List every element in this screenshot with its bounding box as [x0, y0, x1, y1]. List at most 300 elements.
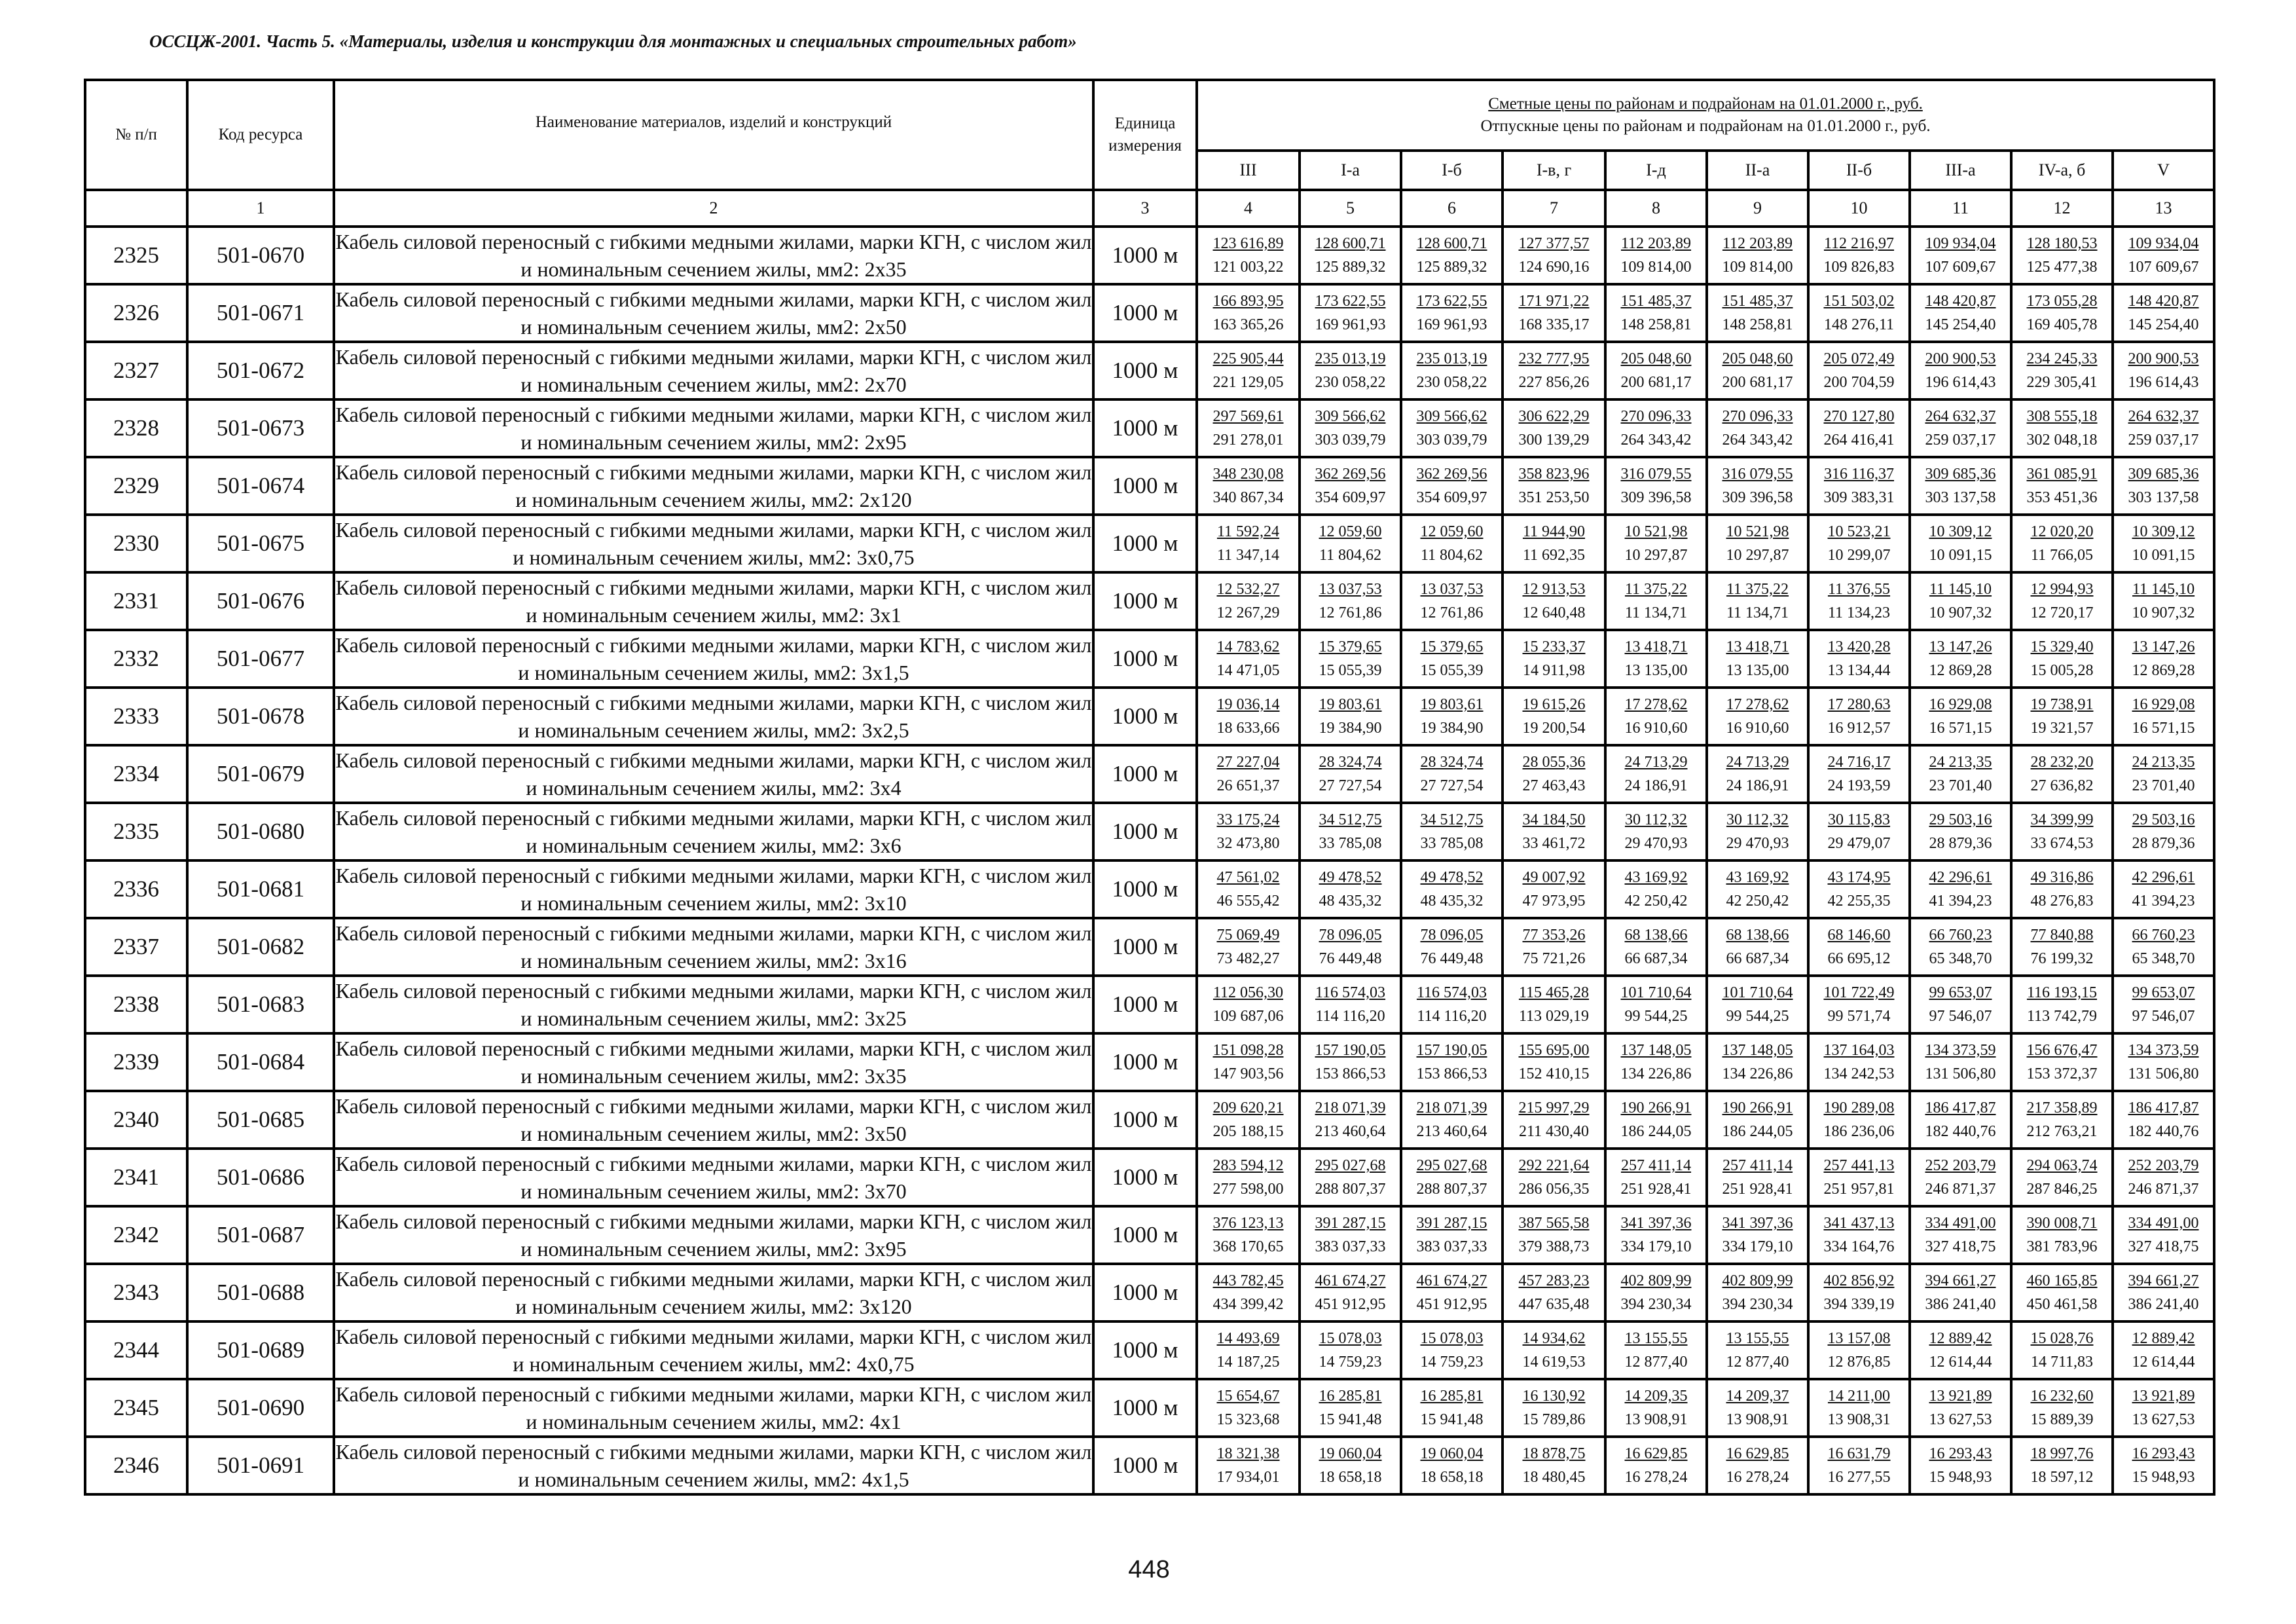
release-price: 12 869,28: [2132, 662, 2195, 679]
price-cell: [2113, 342, 2214, 399]
estimate-price: 308 555,18: [2026, 408, 2098, 425]
price-cell: [1910, 515, 2011, 572]
price-cell: [1503, 1379, 1605, 1437]
price-cell: [1808, 803, 1910, 860]
item-name: Кабель силовой переносный с гибкими медными жилами, марки КГН, с числом жил и номинальным сечением жилы, мм2: 3х50: [334, 1091, 1093, 1149]
release-price: 17 934,01: [1216, 1469, 1280, 1486]
release-price: 383 037,33: [1315, 1238, 1386, 1255]
release-price: 327 418,75: [1925, 1238, 1996, 1255]
estimate-price: 15 233,37: [1522, 638, 1586, 655]
estimate-price: 112 203,89: [1722, 235, 1793, 252]
price-cell: [1707, 1437, 1808, 1494]
estimate-price: 13 921,89: [1929, 1388, 1992, 1405]
estimate-price: 362 269,56: [1315, 466, 1386, 483]
price-cell: [1808, 284, 1910, 342]
price-cell: [1808, 399, 1910, 457]
price-cell: [1197, 399, 1300, 457]
estimate-price: 16 130,92: [1522, 1388, 1586, 1405]
estimate-price: 218 071,39: [1416, 1099, 1487, 1116]
estimate-price: 13 147,26: [1929, 638, 1992, 655]
price-cell: [1605, 1321, 1707, 1379]
estimate-price: 29 503,16: [1929, 811, 1992, 828]
price-cell: [2011, 572, 2113, 630]
item-name: Кабель силовой переносный с гибкими медными жилами, марки КГН, с числом жил и номинальным сечением жилы, мм2: 3х0,75: [334, 515, 1093, 572]
estimate-price: 15 078,03: [1420, 1330, 1484, 1347]
estimate-price: 394 661,27: [1925, 1272, 1996, 1289]
release-price: 246 871,37: [2128, 1181, 2199, 1198]
release-price: 334 164,76: [1823, 1238, 1895, 1255]
release-price: 16 910,60: [1726, 720, 1789, 737]
estimate-price: 270 096,33: [1722, 408, 1793, 425]
price-cell: [2011, 1379, 2113, 1437]
price-cell: [1808, 1149, 1910, 1206]
row-number: 2325: [85, 227, 187, 284]
price-cell: [1808, 1206, 1910, 1264]
price-cell: [2113, 688, 2214, 745]
estimate-price: 402 809,99: [1620, 1272, 1692, 1289]
price-cell: [1503, 976, 1605, 1033]
estimate-price: 13 155,55: [1726, 1330, 1789, 1347]
estimate-price: 10 521,98: [1726, 523, 1789, 540]
release-price: 109 814,00: [1722, 259, 1793, 276]
price-cell: [1401, 399, 1503, 457]
item-name: Кабель силовой переносный с гибкими медными жилами, марки КГН, с числом жил и номинальным сечением жилы, мм2: 3х6: [334, 803, 1093, 860]
price-cell: [2011, 399, 2113, 457]
estimate-price: 28 232,20: [2030, 754, 2094, 771]
release-price: 303 137,58: [2128, 489, 2199, 506]
release-price: 148 276,11: [1823, 316, 1895, 333]
price-cell: [1910, 860, 2011, 918]
estimate-price: 12 059,60: [1319, 523, 1382, 540]
estimate-price: 43 169,92: [1726, 869, 1789, 886]
estimate-price: 283 594,12: [1212, 1157, 1284, 1174]
estimate-price: 19 060,04: [1319, 1445, 1382, 1462]
release-price: 264 343,42: [1620, 432, 1692, 449]
estimate-price: 156 676,47: [2026, 1042, 2098, 1059]
price-cell: [1605, 515, 1707, 572]
estimate-price: 112 216,97: [1823, 235, 1895, 252]
release-price: 76 199,32: [2030, 950, 2094, 967]
estimate-price: 234 245,33: [2026, 350, 2098, 367]
release-price: 264 343,42: [1722, 432, 1793, 449]
resource-code: 501-0684: [187, 1033, 334, 1091]
price-cell: [1910, 918, 2011, 976]
price-cell: [1503, 1091, 1605, 1149]
price-cell: [2011, 918, 2113, 976]
price-cell: [1605, 1206, 1707, 1264]
price-cell: [1707, 688, 1808, 745]
release-price: 46 555,42: [1216, 893, 1280, 910]
price-cell: [1197, 1437, 1300, 1494]
price-cell: [1707, 630, 1808, 688]
price-cell: [2113, 1091, 2214, 1149]
release-price: 66 695,12: [1827, 950, 1891, 967]
release-price: 13 627,53: [2132, 1411, 2195, 1428]
estimate-price: 225 905,44: [1212, 350, 1284, 367]
estimate-price: 148 420,87: [2128, 293, 2199, 310]
release-price: 131 506,80: [2128, 1065, 2199, 1082]
price-cell: [1808, 860, 1910, 918]
price-cell: [1197, 1379, 1300, 1437]
price-cell: [1300, 630, 1401, 688]
price-cell: [1910, 803, 2011, 860]
release-price: 27 727,54: [1319, 777, 1382, 794]
column-number: 2: [334, 190, 1093, 227]
price-cell: [1401, 745, 1503, 803]
release-price: 48 276,83: [2030, 893, 2094, 910]
resource-code: 501-0675: [187, 515, 334, 572]
resource-code: 501-0689: [187, 1321, 334, 1379]
estimate-price: 151 098,28: [1212, 1042, 1284, 1059]
resource-code: 501-0677: [187, 630, 334, 688]
price-cell: [1401, 860, 1503, 918]
price-cell: [1401, 342, 1503, 399]
estimate-price: 264 632,37: [2128, 408, 2199, 425]
estimate-price: 16 285,81: [1319, 1388, 1382, 1405]
release-price: 264 416,41: [1823, 432, 1895, 449]
estimate-price: 173 622,55: [1315, 293, 1386, 310]
row-number: 2338: [85, 976, 187, 1033]
column-number: 10: [1808, 190, 1910, 227]
item-name: Кабель силовой переносный с гибкими медными жилами, марки КГН, с числом жил и номинальным сечением жилы, мм2: 4х1: [334, 1379, 1093, 1437]
estimate-price: 270 096,33: [1620, 408, 1692, 425]
estimate-price: 402 809,99: [1722, 1272, 1793, 1289]
price-cell: [1300, 399, 1401, 457]
item-name: Кабель силовой переносный с гибкими медными жилами, марки КГН, с числом жил и номинальным сечением жилы, мм2: 3х4: [334, 745, 1093, 803]
release-price: 12 761,86: [1319, 604, 1382, 621]
estimate-price: 12 889,42: [1929, 1330, 1992, 1347]
release-price: 109 826,83: [1823, 259, 1895, 276]
estimate-price: 127 377,57: [1518, 235, 1590, 252]
estimate-price: 209 620,21: [1212, 1099, 1284, 1116]
price-cell: [1707, 572, 1808, 630]
release-price: 10 091,15: [2132, 547, 2195, 564]
resource-code: 501-0682: [187, 918, 334, 976]
estimate-price: 257 411,14: [1722, 1157, 1793, 1174]
item-name: Кабель силовой переносный с гибкими медными жилами, марки КГН, с числом жил и номинальным сечением жилы, мм2: 3х95: [334, 1206, 1093, 1264]
release-price: 13 908,31: [1827, 1411, 1891, 1428]
price-cell: [1197, 1264, 1300, 1321]
price-cell: [1910, 1149, 2011, 1206]
estimate-price: 391 287,15: [1416, 1215, 1487, 1232]
price-cell: [1401, 918, 1503, 976]
price-cell: [1197, 284, 1300, 342]
release-price: 251 957,81: [1823, 1181, 1895, 1198]
price-cell: [1197, 342, 1300, 399]
row-number: 2345: [85, 1379, 187, 1437]
price-cell: [1808, 976, 1910, 1033]
price-cell: [1197, 803, 1300, 860]
price-cell: [1197, 1321, 1300, 1379]
price-cell: [1300, 1206, 1401, 1264]
estimate-price: 13 147,26: [2132, 638, 2195, 655]
estimate-price: 19 803,61: [1420, 696, 1484, 713]
release-price: 114 116,20: [1417, 1008, 1487, 1025]
price-cell: [1401, 1379, 1503, 1437]
estimate-price: 15 379,65: [1319, 638, 1382, 655]
release-price: 147 903,56: [1212, 1065, 1284, 1082]
estimate-price: 10 309,12: [1929, 523, 1992, 540]
price-cell: [2113, 745, 2214, 803]
header-name: Наименование материалов, изделий и конструкций: [334, 80, 1093, 190]
price-cell: [1197, 1033, 1300, 1091]
row-number: 2344: [85, 1321, 187, 1379]
estimate-price: 66 760,23: [2132, 927, 2195, 944]
estimate-price: 13 157,08: [1827, 1330, 1891, 1347]
release-price: 41 394,23: [1929, 893, 1992, 910]
column-number: 13: [2113, 190, 2214, 227]
release-price: 134 242,53: [1823, 1065, 1895, 1082]
price-cell: [1605, 688, 1707, 745]
estimate-price: 12 020,20: [2030, 523, 2094, 540]
estimate-price: 190 289,08: [1823, 1099, 1895, 1116]
estimate-price: 297 569,61: [1212, 408, 1284, 425]
row-number: 2339: [85, 1033, 187, 1091]
price-cell: [1910, 572, 2011, 630]
price-cell: [1300, 918, 1401, 976]
release-price: 32 473,80: [1216, 835, 1280, 852]
release-price: 153 866,53: [1416, 1065, 1487, 1082]
release-price: 12 267,29: [1216, 604, 1280, 621]
column-number-blank: [85, 190, 187, 227]
price-cell: [2011, 688, 2113, 745]
estimate-price: 43 169,92: [1624, 869, 1688, 886]
region-header: I-б: [1401, 151, 1503, 190]
price-cell: [1300, 457, 1401, 515]
release-price: 14 471,05: [1216, 662, 1280, 679]
estimate-price: 341 397,36: [1722, 1215, 1793, 1232]
price-cell: [1300, 1033, 1401, 1091]
release-price: 23 701,40: [1929, 777, 1992, 794]
unit: 1000 м: [1093, 342, 1197, 399]
estimate-price: 123 616,89: [1212, 235, 1284, 252]
price-cell: [1605, 803, 1707, 860]
price-cell: [1910, 342, 2011, 399]
estimate-price: 13 155,55: [1624, 1330, 1688, 1347]
estimate-price: 341 397,36: [1620, 1215, 1692, 1232]
item-name: Кабель силовой переносный с гибкими медными жилами, марки КГН, с числом жил и номинальным сечением жилы, мм2: 3х1: [334, 572, 1093, 630]
price-cell: [1707, 457, 1808, 515]
release-price: 12 640,48: [1522, 604, 1586, 621]
estimate-price: 112 056,30: [1212, 984, 1284, 1001]
estimate-price: 34 184,50: [1522, 811, 1586, 828]
table-row: [85, 1264, 2214, 1321]
release-price: 229 305,41: [2026, 374, 2098, 391]
release-price: 19 200,54: [1522, 720, 1586, 737]
price-cell: [1707, 515, 1808, 572]
price-cell: [1300, 1379, 1401, 1437]
estimate-price: 49 316,86: [2030, 869, 2094, 886]
release-price: 16 571,15: [2132, 720, 2195, 737]
estimate-price: 264 632,37: [1925, 408, 1996, 425]
release-price: 354 609,97: [1416, 489, 1487, 506]
row-number: 2337: [85, 918, 187, 976]
region-header: IV-а, б: [2011, 151, 2113, 190]
estimate-price: 24 213,35: [2132, 754, 2195, 771]
estimate-price: 12 059,60: [1420, 523, 1484, 540]
unit: 1000 м: [1093, 457, 1197, 515]
estimate-price: 34 512,75: [1420, 811, 1484, 828]
estimate-price: 134 373,59: [1925, 1042, 1996, 1059]
release-price: 368 170,65: [1212, 1238, 1284, 1255]
release-price: 18 480,45: [1522, 1469, 1586, 1486]
price-cell: [1707, 745, 1808, 803]
estimate-price: 15 654,67: [1216, 1388, 1280, 1405]
estimate-price: 16 929,08: [2132, 696, 2195, 713]
table-row: [85, 457, 2214, 515]
estimate-price: 402 856,92: [1823, 1272, 1895, 1289]
estimate-price: 16 629,85: [1624, 1445, 1688, 1462]
price-cell: [1300, 803, 1401, 860]
price-cell: [1197, 918, 1300, 976]
estimate-price: 43 174,95: [1827, 869, 1891, 886]
price-cell: [1197, 515, 1300, 572]
estimate-price: 14 211,00: [1827, 1388, 1891, 1405]
release-price: 381 783,96: [2026, 1238, 2098, 1255]
estimate-price: 16 631,79: [1827, 1445, 1891, 1462]
item-name: Кабель силовой переносный с гибкими медными жилами, марки КГН, с числом жил и номинальным сечением жилы, мм2: 4х0,75: [334, 1321, 1093, 1379]
release-price: 65 348,70: [2132, 950, 2195, 967]
price-cell: [2011, 976, 2113, 1033]
price-cell: [1605, 918, 1707, 976]
estimate-price: 12 532,27: [1216, 581, 1280, 598]
column-number: 3: [1093, 190, 1197, 227]
price-cell: [1808, 1264, 1910, 1321]
release-price: 353 451,36: [2026, 489, 2098, 506]
estimate-price: 257 411,14: [1620, 1157, 1692, 1174]
release-price: 10 299,07: [1827, 547, 1891, 564]
resource-code: 501-0687: [187, 1206, 334, 1264]
release-price: 16 910,60: [1624, 720, 1688, 737]
estimate-price: 78 096,05: [1420, 927, 1484, 944]
release-price: 434 399,42: [1212, 1296, 1284, 1313]
header-row: [85, 80, 2214, 151]
release-price: 153 866,53: [1315, 1065, 1386, 1082]
release-price: 169 961,93: [1416, 316, 1487, 333]
estimate-price: 235 013,19: [1416, 350, 1487, 367]
estimate-price: 28 055,36: [1522, 754, 1586, 771]
release-price: 153 372,37: [2026, 1065, 2098, 1082]
release-price: 19 384,90: [1420, 720, 1484, 737]
estimate-price: 18 321,38: [1216, 1445, 1280, 1462]
estimate-price: 99 653,07: [1929, 984, 1992, 1001]
estimate-price: 394 661,27: [2128, 1272, 2199, 1289]
price-cell: [2011, 630, 2113, 688]
estimate-price: 109 934,04: [2128, 235, 2199, 252]
price-cell: [1197, 688, 1300, 745]
price-cell: [1401, 515, 1503, 572]
price-cell: [2011, 1437, 2113, 1494]
estimate-price: 24 213,35: [1929, 754, 1992, 771]
unit: 1000 м: [1093, 1091, 1197, 1149]
release-price: 10 907,32: [1929, 604, 1992, 621]
estimate-price: 78 096,05: [1319, 927, 1382, 944]
row-number: 2333: [85, 688, 187, 745]
resource-code: 501-0685: [187, 1091, 334, 1149]
column-number-row: [85, 190, 2214, 227]
estimate-price: 16 929,08: [1929, 696, 1992, 713]
estimate-price: 171 971,22: [1518, 293, 1590, 310]
estimate-price: 15 329,40: [2030, 638, 2094, 655]
estimate-price: 461 674,27: [1315, 1272, 1386, 1289]
region-header: I-в, г: [1503, 151, 1605, 190]
item-name: Кабель силовой переносный с гибкими медными жилами, марки КГН, с числом жил и номинальным сечением жилы, мм2: 2х35: [334, 227, 1093, 284]
price-cell: [1503, 1206, 1605, 1264]
estimate-price: 34 399,99: [2030, 811, 2094, 828]
release-price: 134 226,86: [1722, 1065, 1793, 1082]
estimate-price: 49 478,52: [1319, 869, 1382, 886]
estimate-price: 257 441,13: [1823, 1157, 1895, 1174]
row-number: 2330: [85, 515, 187, 572]
price-cell: [2011, 1264, 2113, 1321]
estimate-price: 387 565,58: [1518, 1215, 1590, 1232]
table-row: [85, 1437, 2214, 1494]
estimate-price: 217 358,89: [2026, 1099, 2098, 1116]
release-price: 16 277,55: [1827, 1469, 1891, 1486]
price-cell: [1605, 1379, 1707, 1437]
estimate-price: 137 148,05: [1620, 1042, 1692, 1059]
price-cell: [2113, 1379, 2214, 1437]
price-cell: [2113, 1149, 2214, 1206]
resource-code: 501-0690: [187, 1379, 334, 1437]
resource-code: 501-0680: [187, 803, 334, 860]
release-price: 33 785,08: [1319, 835, 1382, 852]
release-price: 41 394,23: [2132, 893, 2195, 910]
estimate-price: 157 190,05: [1416, 1042, 1487, 1059]
item-name: Кабель силовой переносный с гибкими медными жилами, марки КГН, с числом жил и номинальным сечением жилы, мм2: 3х16: [334, 918, 1093, 976]
release-price: 15 889,39: [2030, 1411, 2094, 1428]
release-price: 12 614,44: [2132, 1354, 2195, 1371]
release-price: 152 410,15: [1518, 1065, 1590, 1082]
estimate-price: 215 997,29: [1518, 1099, 1590, 1116]
price-cell: [1808, 1437, 1910, 1494]
release-price: 33 461,72: [1522, 835, 1586, 852]
price-cell: [1300, 227, 1401, 284]
price-cell: [1707, 284, 1808, 342]
table-row: [85, 342, 2214, 399]
price-cell: [1910, 1264, 2011, 1321]
estimate-price: 28 324,74: [1420, 754, 1484, 771]
estimate-price: 16 629,85: [1726, 1445, 1789, 1462]
price-cell: [1808, 515, 1910, 572]
release-price: 309 396,58: [1620, 489, 1692, 506]
resource-code: 501-0674: [187, 457, 334, 515]
table-row: [85, 572, 2214, 630]
row-number: 2346: [85, 1437, 187, 1494]
resource-code: 501-0681: [187, 860, 334, 918]
item-name: Кабель силовой переносный с гибкими медными жилами, марки КГН, с числом жил и номинальным сечением жилы, мм2: 2х70: [334, 342, 1093, 399]
price-cell: [2011, 745, 2113, 803]
price-cell: [1401, 572, 1503, 630]
estimate-price: 16 293,43: [2132, 1445, 2195, 1462]
estimate-price: 137 148,05: [1722, 1042, 1793, 1059]
release-price: 16 278,24: [1726, 1469, 1789, 1486]
release-price: 163 365,26: [1212, 316, 1284, 333]
estimate-price: 24 713,29: [1726, 754, 1789, 771]
price-cell: [1503, 457, 1605, 515]
release-price: 121 003,22: [1212, 259, 1284, 276]
estimate-price: 316 116,37: [1823, 466, 1895, 483]
price-cell: [2011, 1206, 2113, 1264]
estimate-price: 66 760,23: [1929, 927, 1992, 944]
estimate-price: 151 485,37: [1620, 293, 1692, 310]
estimate-price: 77 840,88: [2030, 927, 2094, 944]
release-price: 351 253,50: [1518, 489, 1590, 506]
price-cell: [1503, 1321, 1605, 1379]
price-cell: [2113, 457, 2214, 515]
estimate-price: 16 285,81: [1420, 1388, 1484, 1405]
release-price: 66 687,34: [1726, 950, 1789, 967]
